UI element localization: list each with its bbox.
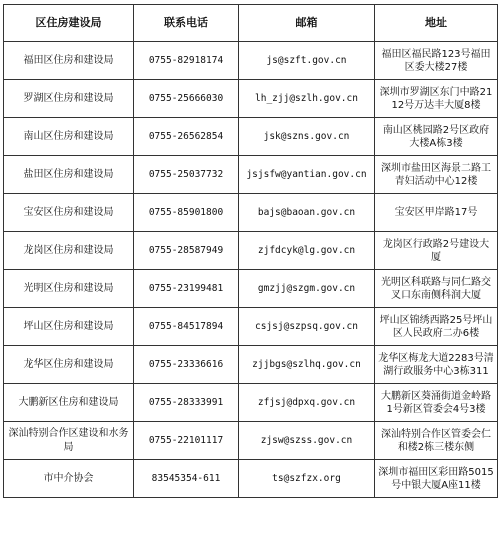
housing-bureau-contact-table — [3, 4, 498, 498]
email-cell: ts@szfzx.org — [239, 460, 375, 498]
phone-cell: 0755-22101117 — [134, 422, 239, 460]
address-cell: 龙华区梅龙大道2283号清湖行政服务中心3栋311 — [375, 346, 498, 384]
table-row — [4, 156, 498, 194]
email-cell: jsjsfw@yantian.gov.cn — [239, 156, 375, 194]
phone-cell: 0755-23336616 — [134, 346, 239, 384]
table-row — [4, 460, 498, 498]
address-cell: 福田区福民路123号福田区委大楼27楼 — [375, 42, 498, 80]
address-cell: 深圳市盐田区海景二路工青妇活动中心12楼 — [375, 156, 498, 194]
phone-cell: 0755-82918174 — [134, 42, 239, 80]
bureau-cell: 福田区住房和建设局 — [4, 42, 134, 80]
table-row — [4, 42, 498, 80]
phone-cell: 83545354-611 — [134, 460, 239, 498]
address-cell: 南山区桃园路2号区政府大楼A栋3楼 — [375, 118, 498, 156]
phone-cell: 0755-85901800 — [134, 194, 239, 232]
email-cell: bajs@baoan.gov.cn — [239, 194, 375, 232]
bureau-cell: 大鹏新区住房和建设局 — [4, 384, 134, 422]
header-phone: 联系电话 — [134, 5, 239, 42]
address-cell: 宝安区甲岸路17号 — [375, 194, 498, 232]
phone-cell: 0755-84517894 — [134, 308, 239, 346]
table-row — [4, 422, 498, 460]
phone-cell: 0755-26562854 — [134, 118, 239, 156]
address-cell: 坪山区锦绣西路25号坪山区人民政府二办6楼 — [375, 308, 498, 346]
phone-cell: 0755-28333991 — [134, 384, 239, 422]
bureau-cell: 罗湖区住房和建设局 — [4, 80, 134, 118]
bureau-cell: 龙华区住房和建设局 — [4, 346, 134, 384]
phone-cell: 0755-25037732 — [134, 156, 239, 194]
email-cell: js@szft.gov.cn — [239, 42, 375, 80]
table-header-row — [4, 5, 498, 42]
phone-cell: 0755-25666030 — [134, 80, 239, 118]
bureau-cell: 市中介协会 — [4, 460, 134, 498]
email-cell: zfjsj@dpxq.gov.cn — [239, 384, 375, 422]
phone-cell: 0755-28587949 — [134, 232, 239, 270]
bureau-cell: 深汕特别合作区建设和水务局 — [4, 422, 134, 460]
table-row — [4, 80, 498, 118]
email-cell: zjsw@szss.gov.cn — [239, 422, 375, 460]
bureau-cell: 龙岗区住房和建设局 — [4, 232, 134, 270]
contact-table-wrapper — [3, 4, 497, 498]
address-cell: 深汕特别合作区管委会仁和楼2栋三楼东侧 — [375, 422, 498, 460]
header-bureau: 区住房建设局 — [4, 5, 134, 42]
email-cell: csjsj@szpsq.gov.cn — [239, 308, 375, 346]
table-row — [4, 118, 498, 156]
address-cell: 深圳市福田区彩田路5015号中银大厦A座11楼 — [375, 460, 498, 498]
bureau-cell: 光明区住房和建设局 — [4, 270, 134, 308]
bureau-cell: 盐田区住房和建设局 — [4, 156, 134, 194]
email-cell: jsk@szns.gov.cn — [239, 118, 375, 156]
address-cell: 大鹏新区葵涌街道金岭路1号新区管委会4号3楼 — [375, 384, 498, 422]
address-cell: 光明区科联路与同仁路交叉口东南侧科润大厦 — [375, 270, 498, 308]
bureau-cell: 坪山区住房和建设局 — [4, 308, 134, 346]
table-row — [4, 194, 498, 232]
email-cell: zjjbgs@szlhq.gov.cn — [239, 346, 375, 384]
email-cell: zjfdcyk@lg.gov.cn — [239, 232, 375, 270]
table-row — [4, 270, 498, 308]
table-row — [4, 232, 498, 270]
address-cell: 龙岗区行政路2号建设大厦 — [375, 232, 498, 270]
email-cell: gmzjj@szgm.gov.cn — [239, 270, 375, 308]
email-cell: lh_zjj@szlh.gov.cn — [239, 80, 375, 118]
address-cell: 深圳市罗湖区东门中路2112号万达丰大厦8楼 — [375, 80, 498, 118]
header-email: 邮箱 — [239, 5, 375, 42]
bureau-cell: 宝安区住房和建设局 — [4, 194, 134, 232]
table-row — [4, 308, 498, 346]
phone-cell: 0755-23199481 — [134, 270, 239, 308]
bureau-cell: 南山区住房和建设局 — [4, 118, 134, 156]
table-row — [4, 384, 498, 422]
header-address: 地址 — [375, 5, 498, 42]
table-row — [4, 346, 498, 384]
